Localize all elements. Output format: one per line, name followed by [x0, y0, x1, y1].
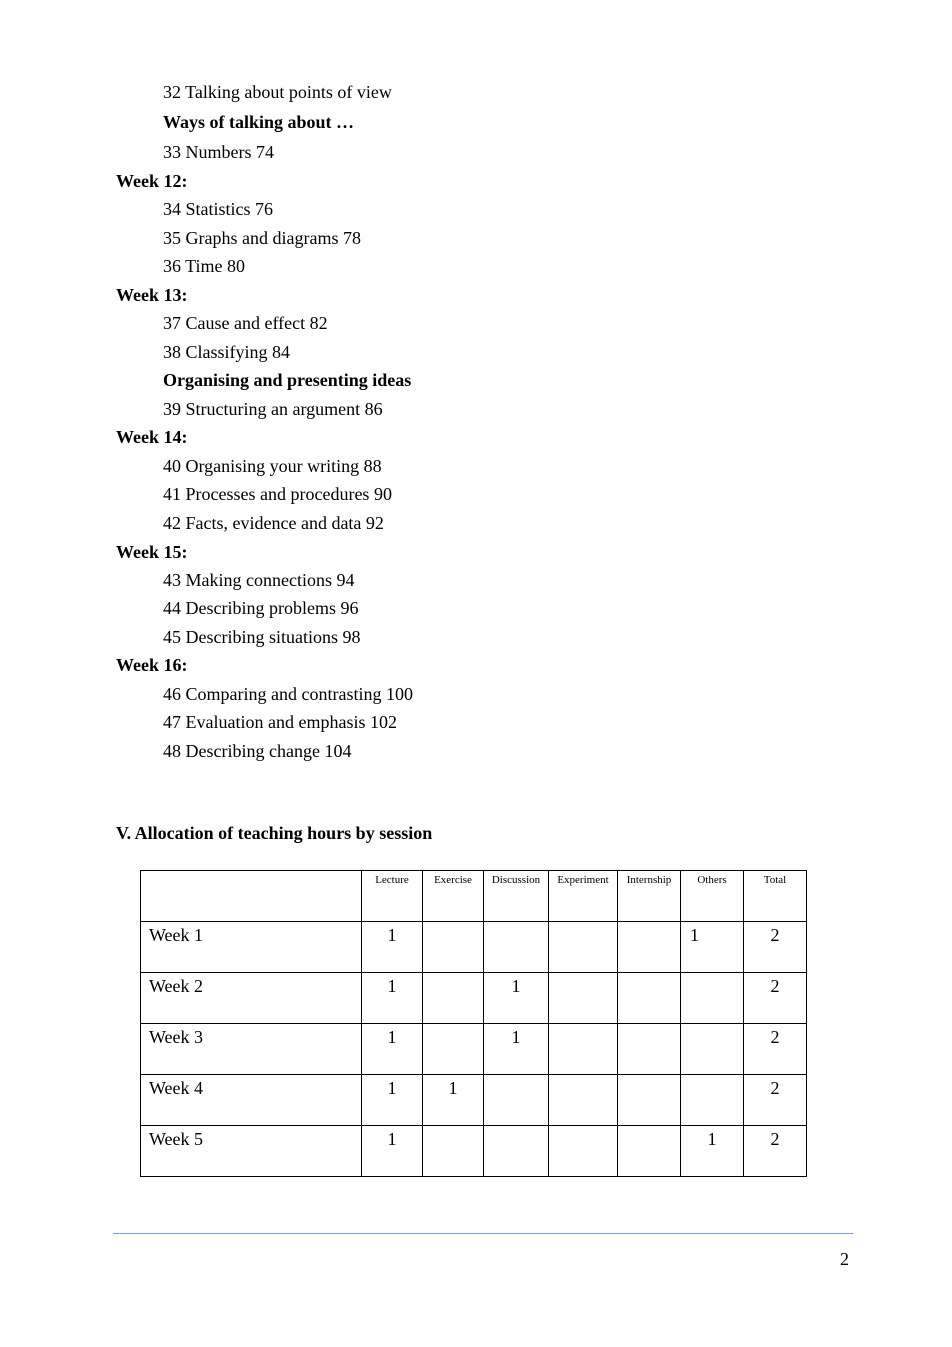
contents-entry: 33 Numbers 74 — [163, 142, 274, 162]
cell-lecture: 1 — [362, 1024, 423, 1075]
allocation-table — [140, 870, 807, 1177]
header-total: Total — [744, 871, 807, 922]
cell-total: 2 — [744, 1075, 807, 1126]
row-label: Week 2 — [141, 973, 362, 1024]
cell-lecture: 1 — [362, 1126, 423, 1177]
section-title: V. Allocation of teaching hours by session — [116, 823, 433, 843]
cell-others: 1 — [681, 922, 744, 973]
cell-others: 1 — [681, 1126, 744, 1177]
contents-entry: 42 Facts, evidence and data 92 — [163, 513, 384, 533]
cell-total: 2 — [744, 973, 807, 1024]
contents-entry: 35 Graphs and diagrams 78 — [163, 228, 361, 248]
cell-discussion — [484, 1075, 549, 1126]
cell-internship — [618, 973, 681, 1024]
cell-lecture: 1 — [362, 973, 423, 1024]
cell-total: 2 — [744, 1024, 807, 1075]
header-experiment: Experiment — [549, 871, 618, 922]
cell-experiment — [549, 973, 618, 1024]
header-discussion: Discussion — [484, 871, 549, 922]
cell-experiment — [549, 1024, 618, 1075]
cell-internship — [618, 1024, 681, 1075]
cell-internship — [618, 1126, 681, 1177]
contents-entry: 41 Processes and procedures 90 — [163, 484, 392, 504]
contents-subheading: Organising and presenting ideas — [163, 370, 412, 390]
cell-exercise — [423, 922, 484, 973]
table-row — [141, 973, 807, 1024]
table-header-row — [141, 871, 807, 922]
contents-entry: 46 Comparing and contrasting 100 — [163, 684, 413, 704]
contents-entry: 38 Classifying 84 — [163, 342, 291, 362]
header-internship: Internship — [618, 871, 681, 922]
header-others: Others — [681, 871, 744, 922]
week-heading: Week 13: — [116, 285, 188, 305]
header-lecture: Lecture — [362, 871, 423, 922]
week-heading: Week 16: — [116, 655, 188, 675]
table-row — [141, 1075, 807, 1126]
contents-entry: 47 Evaluation and emphasis 102 — [163, 712, 397, 732]
cell-internship — [618, 1075, 681, 1126]
cell-exercise — [423, 1126, 484, 1177]
cell-experiment — [549, 922, 618, 973]
table-row — [141, 1024, 807, 1075]
row-label: Week 3 — [141, 1024, 362, 1075]
header-cell-empty — [141, 871, 362, 922]
cell-total: 2 — [744, 922, 807, 973]
contents-entry: 39 Structuring an argument 86 — [163, 399, 383, 419]
table-row — [141, 1126, 807, 1177]
contents-entry: 37 Cause and effect 82 — [163, 313, 328, 333]
cell-discussion: 1 — [484, 1024, 549, 1075]
cell-total: 2 — [744, 1126, 807, 1177]
cell-exercise — [423, 1024, 484, 1075]
cell-discussion — [484, 922, 549, 973]
contents-entry: 43 Making connections 94 — [163, 570, 355, 590]
header-exercise: Exercise — [423, 871, 484, 922]
cell-discussion — [484, 1126, 549, 1177]
cell-experiment — [549, 1126, 618, 1177]
week-heading: Week 14: — [116, 427, 188, 447]
row-label: Week 5 — [141, 1126, 362, 1177]
footer-divider — [113, 1233, 853, 1234]
cell-exercise: 1 — [423, 1075, 484, 1126]
cell-discussion: 1 — [484, 973, 549, 1024]
contents-entry: 32 Talking about points of view — [163, 82, 392, 102]
contents-entry: 40 Organising your writing 88 — [163, 456, 382, 476]
cell-others — [681, 1075, 744, 1126]
contents-subheading: Ways of talking about … — [163, 112, 355, 132]
cell-internship — [618, 922, 681, 973]
cell-others — [681, 1024, 744, 1075]
row-label: Week 1 — [141, 922, 362, 973]
cell-experiment — [549, 1075, 618, 1126]
row-label: Week 4 — [141, 1075, 362, 1126]
cell-exercise — [423, 973, 484, 1024]
week-heading: Week 12: — [116, 171, 188, 191]
cell-lecture: 1 — [362, 1075, 423, 1126]
contents-entry: 45 Describing situations 98 — [163, 627, 361, 647]
contents-entry: 36 Time 80 — [163, 256, 246, 276]
week-heading: Week 15: — [116, 542, 188, 562]
contents-entry: 44 Describing problems 96 — [163, 598, 359, 618]
cell-lecture: 1 — [362, 922, 423, 973]
contents-entry: 34 Statistics 76 — [163, 199, 274, 219]
page-number: 2 — [840, 1249, 849, 1269]
cell-others — [681, 973, 744, 1024]
contents-entry: 48 Describing change 104 — [163, 741, 352, 761]
table-row — [141, 922, 807, 973]
